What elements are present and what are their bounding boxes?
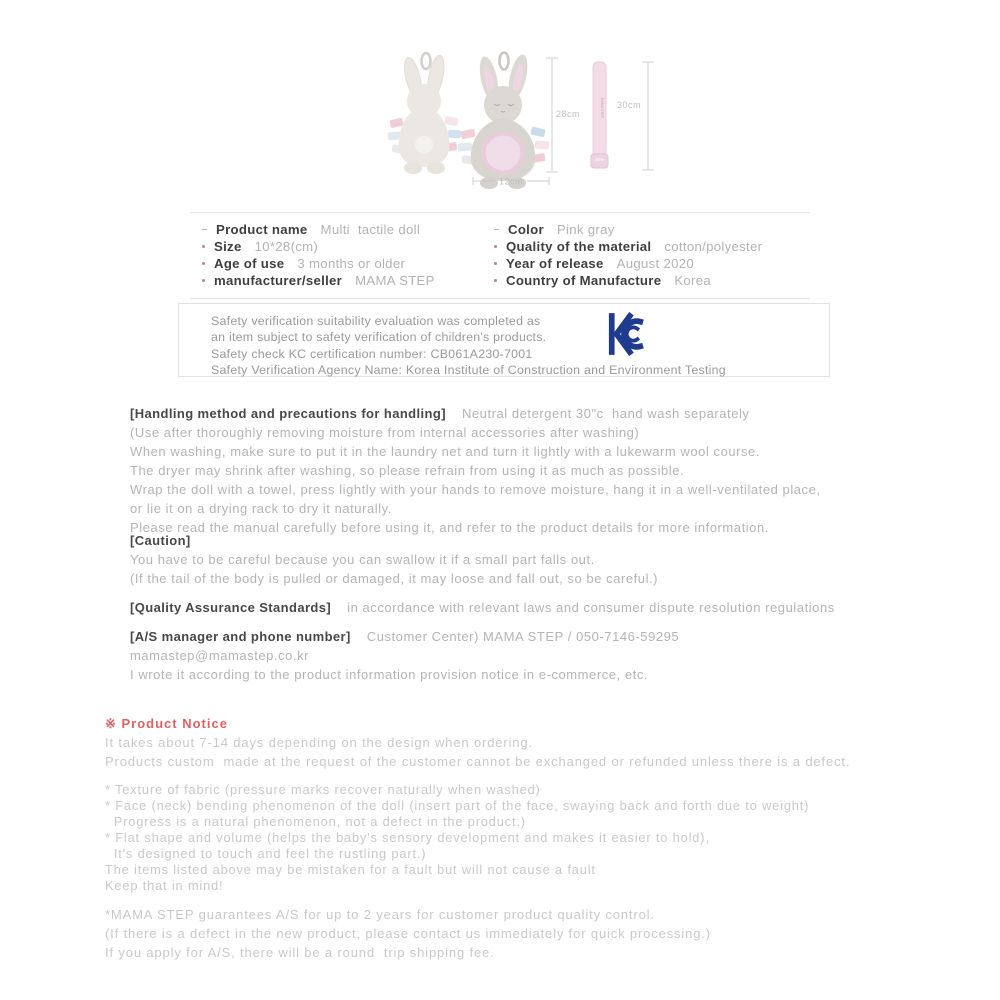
strap-dimension-label: 30cm (616, 100, 641, 110)
bunny-front-view (458, 53, 550, 190)
as-contact: Customer Center) MAMA STEP / 050-7146-59295 (366, 629, 680, 644)
doll-illustration-graphic (385, 48, 655, 198)
as-heading-line (130, 627, 910, 646)
spec-row-material (494, 238, 810, 255)
spec-label: Product name (216, 222, 308, 237)
spec-label: Quality of the material (506, 239, 652, 254)
spec-row-country (494, 272, 810, 289)
bullet-icon (494, 279, 497, 282)
caution-section (130, 531, 910, 588)
handling-line: The dryer may shrink after washing, so please refrain from using it as much as possible. (130, 463, 685, 478)
spec-value: Korea (674, 273, 712, 288)
as-section (130, 627, 910, 684)
spec-label: Color (508, 222, 544, 237)
bullet-icon (494, 262, 497, 265)
safety-verification-text (211, 313, 811, 378)
bullet-icon (494, 245, 497, 248)
note-line: * Texture of fabric (pressure marks recover naturally when washed) (105, 782, 541, 797)
as-email: mamastep@mamastep.co.kr (130, 648, 310, 663)
quality-line (130, 598, 910, 617)
note-line: It's designed to touch and feel the rustling part.) (105, 846, 427, 861)
bullet-icon (202, 279, 205, 282)
caution-heading: [Caution] (130, 533, 191, 548)
spec-row-year-of-release (494, 255, 810, 272)
spec-row-manufacturer (202, 272, 494, 289)
product-notice-section (105, 714, 885, 771)
warranty-line: (If there is a defect in the new product, please contact us immediately for quick processing.) (105, 926, 711, 941)
note-line: Keep that in mind! (105, 878, 224, 893)
spec-value: cotton/polyester (664, 239, 763, 254)
handling-heading: [Handling method and precautions for handling] (130, 406, 446, 421)
bullet-icon (202, 245, 205, 248)
spec-row-age-of-use (202, 255, 494, 272)
bullet-icon (494, 229, 499, 230)
quality-section (130, 598, 910, 617)
product-illustration (385, 48, 655, 198)
note-line: The items listed above may be mistaken for a fault but will not cause a fault (105, 862, 596, 877)
handling-intro: Neutral detergent 30"c hand wash separately (461, 406, 750, 421)
spec-label: Size (214, 239, 242, 254)
handling-line: Please read the manual carefully before using it, and refer to the product details for more information. (130, 520, 769, 535)
spec-value: August 2020 (616, 256, 694, 271)
as-line: I wrote it according to the product information provision notice in e-commerce, etc. (130, 667, 649, 682)
caution-line: (If the tail of the body is pulled or damaged, it may loose and fall out, so be careful.) (130, 571, 659, 586)
width-dimension-label: 12cm (498, 176, 524, 187)
note-line: * Face (neck) bending phenomenon of the doll (insert part of the face, swaying back and forth due to weight) (105, 798, 810, 813)
spec-label: Year of release (506, 256, 604, 271)
kc-certification-mark-icon (607, 312, 645, 356)
product-notes-section (105, 782, 885, 894)
note-line: Progress is a natural phenomenon, not a defect in the product.) (105, 814, 526, 829)
spec-column-left (202, 221, 494, 289)
notice-line: It takes about 7-14 days depending on the design when ordering. (105, 735, 533, 750)
safety-line: Safety verification suitability evaluation was completed as (211, 314, 541, 328)
product-notice-heading: ※ Product Notice (105, 716, 228, 731)
spec-label: Country of Manufacture (506, 273, 662, 288)
spec-value: Multi tactile doll (320, 222, 421, 237)
safety-verification-box (178, 303, 830, 377)
safety-line: Safety check KC certification number: CB061A230-7001 (211, 346, 533, 361)
spec-table (190, 212, 810, 299)
spec-row-color (494, 221, 810, 238)
notice-line: Products custom made at the request of the customer cannot be exchanged or refunded unless there is a defect. (105, 754, 851, 769)
strap-brand-text: MAMA STEP (600, 97, 604, 119)
handling-heading-line (130, 404, 910, 423)
handling-line: When washing, make sure to put it in the laundry net and turn it lightly with a lukewarm wool course. (130, 444, 760, 459)
warranty-line: If you apply for A/S, there will be a round trip shipping fee. (105, 945, 495, 960)
spec-row-product-name (202, 221, 494, 238)
caution-line: You have to be careful because you can swallow it if a small part falls out. (130, 552, 595, 567)
spec-value: MAMA STEP (355, 273, 435, 288)
spec-value: Pink gray (556, 222, 615, 237)
spec-value: 3 months or older (297, 256, 406, 271)
bullet-icon (202, 262, 205, 265)
safety-line: an item subject to safety verification of children's products. (211, 330, 547, 345)
bunny-back-view (388, 53, 462, 174)
spec-column-right (494, 221, 810, 289)
spec-row-size (202, 238, 494, 255)
handling-line: or lie it on a drying rack to dry it naturally. (130, 501, 392, 516)
handling-section (130, 404, 910, 537)
pacifier-strap (591, 62, 608, 168)
quality-heading: [Quality Assurance Standards] (130, 600, 332, 615)
as-heading: [A/S manager and phone number] (130, 629, 351, 644)
bullet-icon (202, 229, 207, 230)
note-line: * Flat shape and volume (helps the baby's sensory development and makes it easier to hold), (105, 830, 710, 845)
spec-value: 10*28(cm) (254, 239, 319, 254)
quality-text: in accordance with relevant laws and consumer dispute resolution regulations (347, 600, 835, 615)
spec-label: manufacturer/seller (214, 273, 343, 288)
warranty-line: *MAMA STEP guarantees A/S for up to 2 years for customer product quality control. (105, 907, 655, 922)
warranty-section (105, 905, 885, 962)
height-dimension-label: 28cm (556, 109, 581, 119)
spec-label: Age of use (214, 256, 285, 271)
handling-line: (Use after thoroughly removing moisture from internal accessories after washing) (130, 425, 640, 440)
safety-line: Safety Verification Agency Name: Korea Institute of Construction and Environment Testing (211, 362, 726, 377)
handling-line: Wrap the doll with a towel, press lightly with your hands to remove moisture, hang it in a well-ventilated place, (130, 482, 821, 497)
